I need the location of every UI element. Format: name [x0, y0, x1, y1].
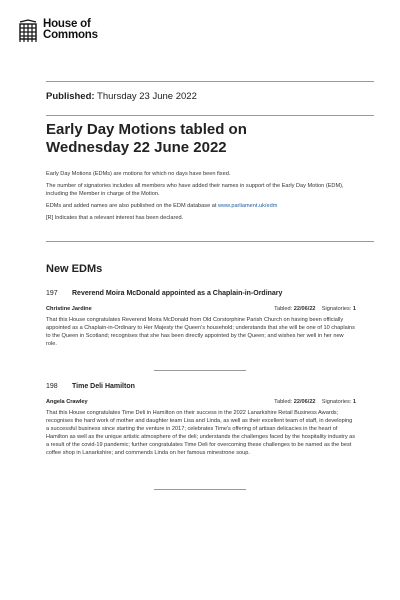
edm-header	[46, 383, 356, 390]
published-label: Published:	[46, 91, 95, 102]
title-line-1: Early Day Motions tabled on	[46, 121, 247, 138]
edm-title[interactable]: Reverend Moira McDonald appointed as a Chaplain-in-Ordinary	[72, 290, 283, 297]
page-title	[46, 121, 346, 157]
published-date: Thursday 23 June 2022	[97, 91, 197, 102]
intro-notes	[46, 170, 366, 226]
published-line	[46, 91, 197, 102]
entry-separator	[154, 489, 246, 490]
edm-meta	[46, 306, 356, 312]
intro-db-text: EDMs and added names are also published on the EDM database at	[46, 203, 218, 209]
edm-meta	[46, 399, 356, 405]
edm-body: That this House congratulates Time Deli in Hamilton on their success in the 2022 Lanarkshire Retail Business Awards; recognises the hard work of mother and daughter team Lisa and Linda, as well as their excellent team of staff, in developing a successful business since starting the venture in 2017; celebrates Time's offering of artisan delicacies in the heart of Hamilton as well as the unique artistic atmosphere of the deli; understands the challenges faced by the hospitality industry as a result of the covid-19 pandemic; further congratulates Time Deli for overcoming these challenges to be named as the best coffee shop in Lanarkshire; and commends Linda on her famous minestrone soup.	[46, 410, 356, 456]
title-line-2: Wednesday 22 June 2022	[46, 139, 227, 156]
tabled-date: 22/06/22	[293, 306, 316, 312]
edm-tabled-info	[274, 399, 356, 405]
signatories-count: 1	[352, 399, 356, 405]
tabled-label: Tabled:	[274, 399, 293, 405]
edm-author: Angela Crawley	[46, 399, 88, 405]
edm-entry	[46, 383, 356, 457]
intro-paragraph: Early Day Motions (EDMs) are motions for which no days have been fixed.	[46, 171, 231, 177]
signatories-label: Signatories:	[321, 399, 352, 405]
entry-separator	[154, 370, 246, 371]
edm-tabled-info	[274, 306, 356, 312]
edm-author: Christine Jardine	[46, 306, 92, 312]
intro-paragraph: [R] Indicates that a relevant interest has been declared.	[46, 215, 184, 221]
divider	[46, 81, 374, 82]
portcullis-icon	[17, 19, 39, 43]
edm-title[interactable]: Time Deli Hamilton	[72, 383, 135, 390]
signatories-count: 1	[352, 306, 356, 312]
intro-paragraph	[46, 202, 366, 210]
tabled-date: 22/06/22	[293, 399, 316, 405]
edm-entry	[46, 290, 356, 348]
section-title: New EDMs	[46, 263, 103, 275]
edm-database-link[interactable]: www.parliament.uk/edm	[217, 203, 278, 209]
intro-paragraph: The number of signatories includes all members who have added their names in support of the Early Day Motion (EDM), including the Member in charge of the Motion.	[46, 183, 344, 197]
signatories-label: Signatories:	[321, 306, 352, 312]
edm-number: 197	[46, 290, 58, 297]
logo-line-1: House of	[43, 18, 91, 30]
logo-line-2: Commons	[43, 29, 98, 41]
house-of-commons-logo	[17, 19, 98, 43]
tabled-label: Tabled:	[274, 306, 293, 312]
edm-number: 198	[46, 383, 58, 390]
edm-body: That this House congratulates Reverend Moira McDonald from Old Corstorphine Parish Church on having been officially appointed as a Chaplain-in-Ordinary to Her Majesty the Queen's household; understands that she will be one of 10 chaplains to the Queen in Scotland; recognises that she has been directly appointed by the Queen; and wishes her well in her new role.	[46, 317, 355, 347]
divider	[46, 115, 374, 116]
logo-wordmark	[43, 19, 98, 41]
edm-header	[46, 290, 356, 297]
divider	[46, 241, 374, 242]
